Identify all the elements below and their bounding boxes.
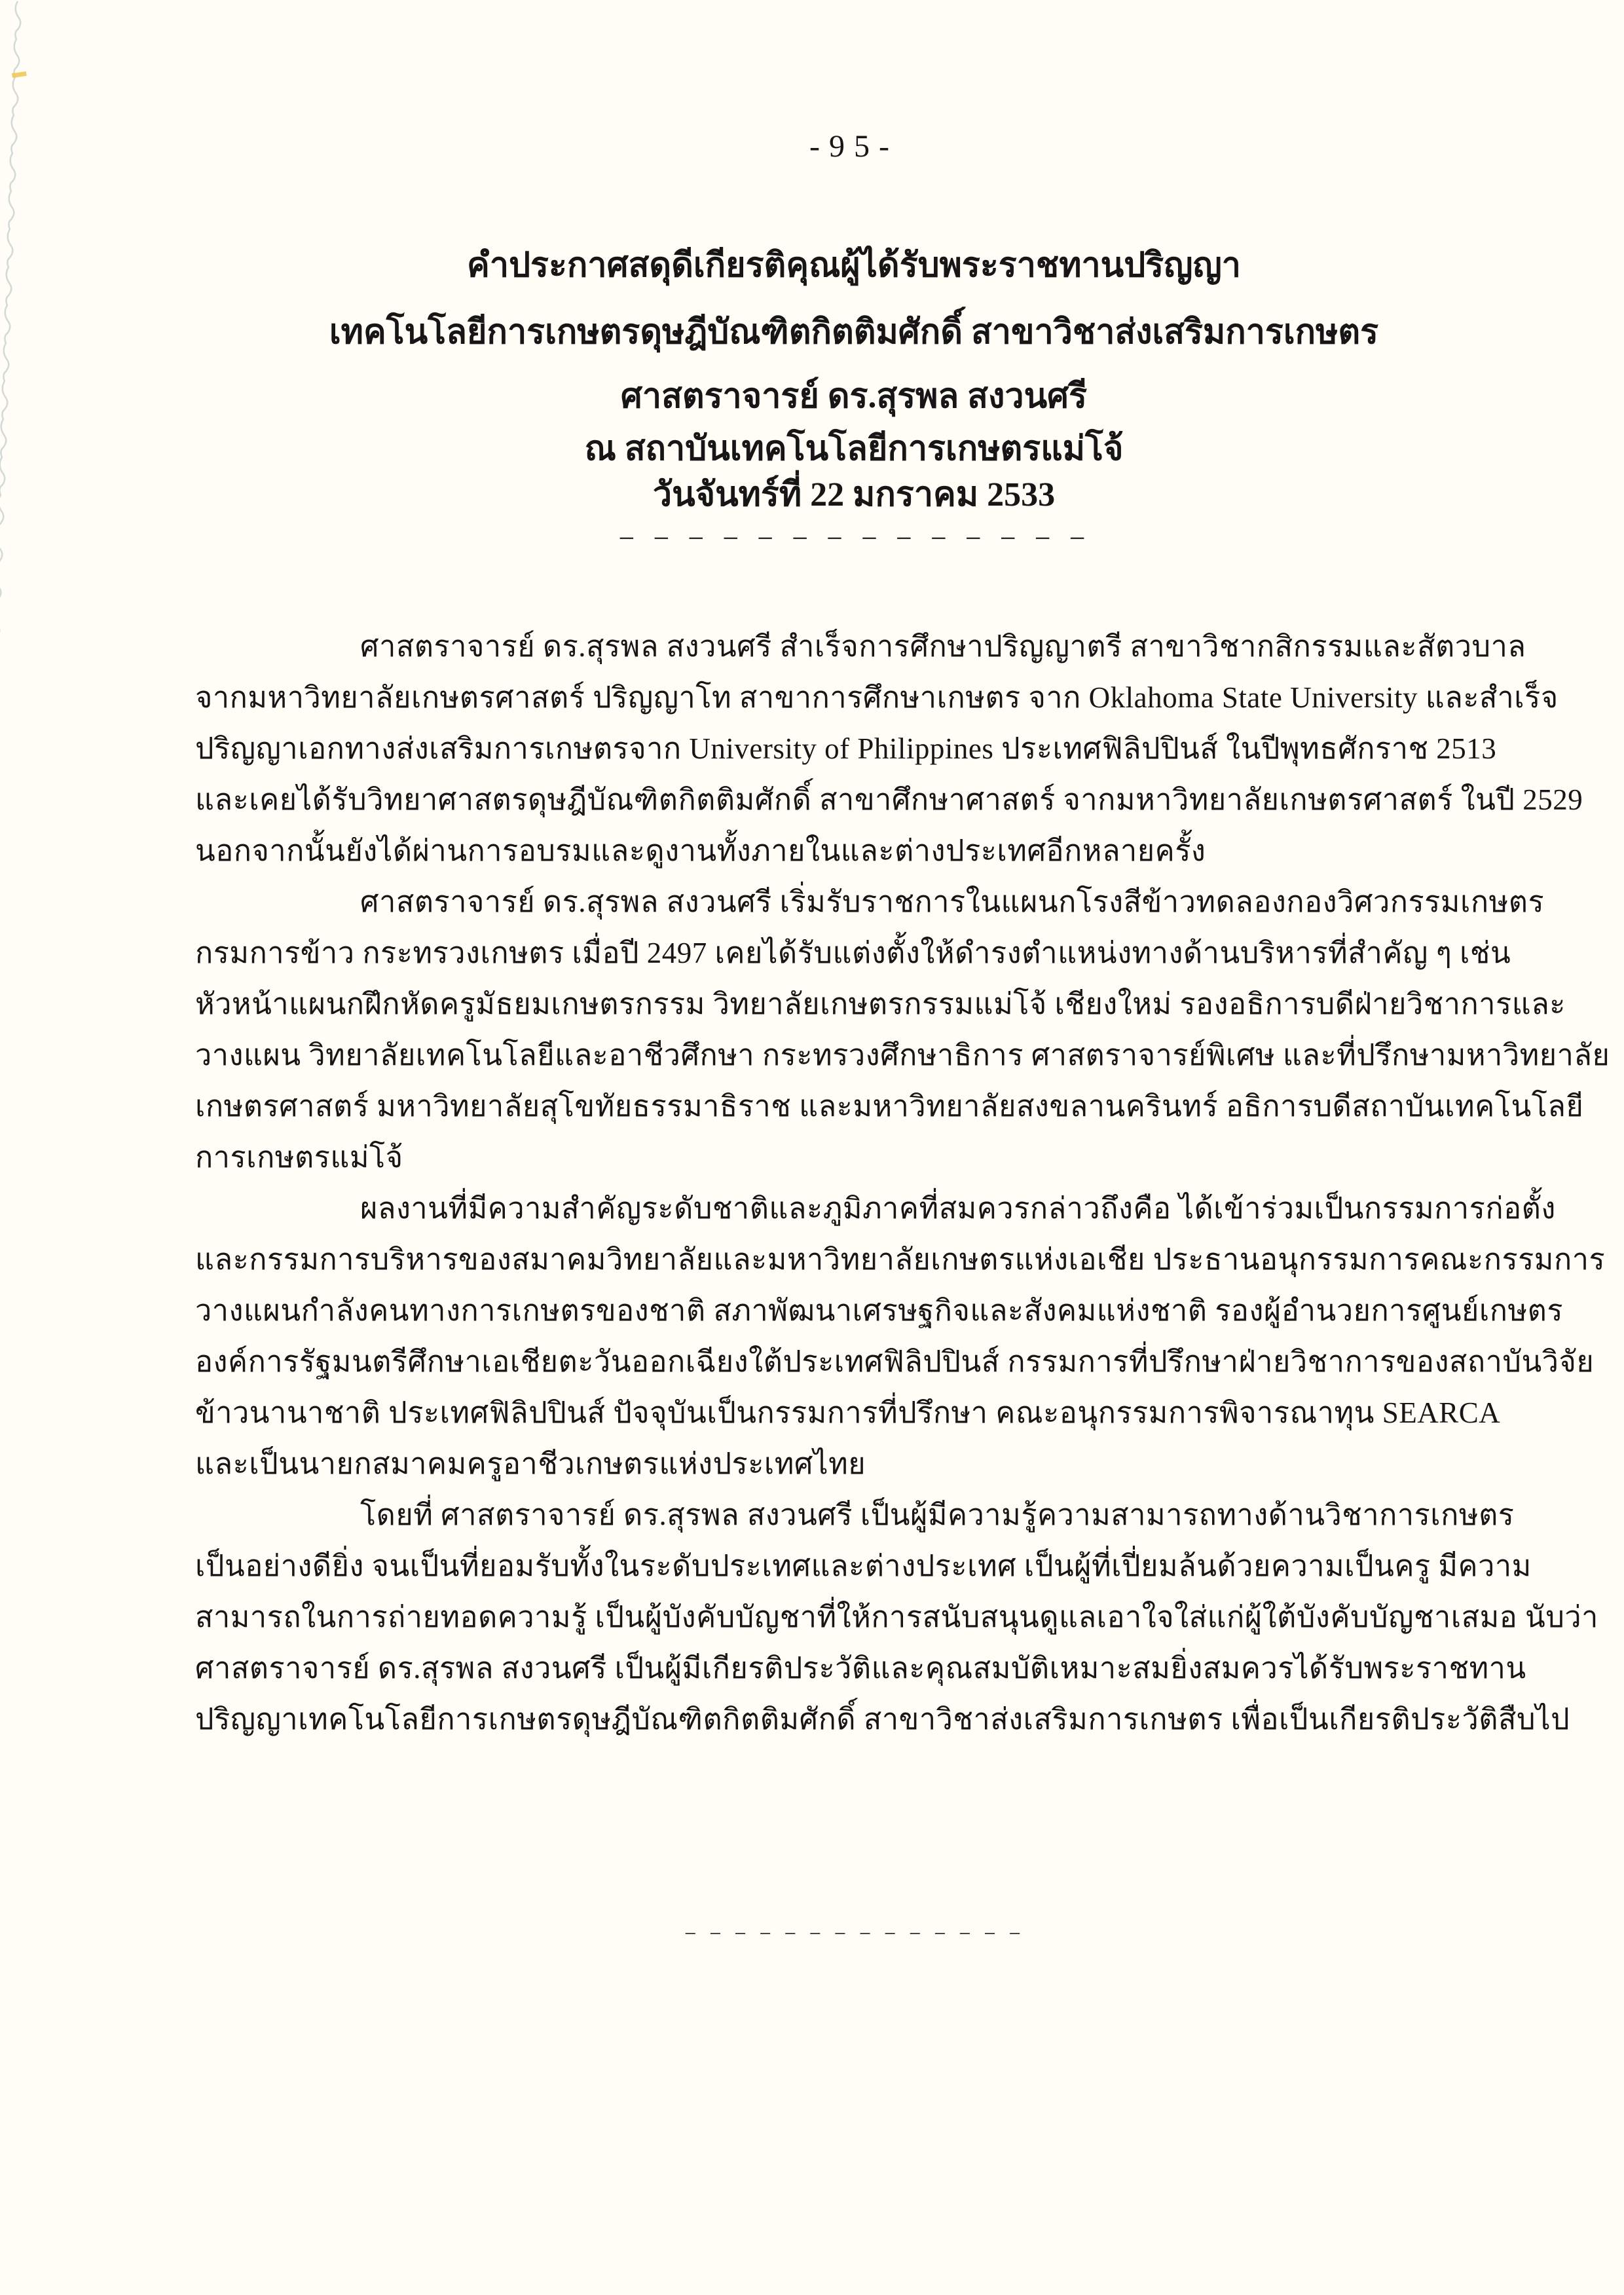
honoree-name-line: ศาสตราจารย์ ดร.สุรพล สงวนศรี [620, 378, 1088, 415]
body-line: ผลงานที่มีความสำคัญระดับชาติและภูมิภาคที่สมควรกล่าวถึงคือ ได้เข้าร่วมเป็นกรรมการก่อตั้ง [360, 1192, 1556, 1225]
body-line: ข้าวนานาชาติ ประเทศฟิลิปปินส์ ปัจจุบันเป็นกรรมการที่ปรึกษา คณะอนุกรรมการพิจารณาทุน SEARCA [195, 1396, 1501, 1429]
body-line: ปริญญาเทคโนโลยีการเกษตรดุษฎีบัณฑิตกิตติมศักดิ์ สาขาวิชาส่งเสริมการเกษตร เพื่อเป็นเกียรติประวัติสืบไป [195, 1703, 1570, 1736]
body-line: องค์การรัฐมนตรีศึกษาเอเชียตะวันออกเฉียงใต้ประเทศฟิลิปปินส์ กรรมการที่ปรึกษาฝ่ายวิชาการของสถาบันวิจัย [195, 1345, 1595, 1378]
body-line: และเป็นนายกสมาคมครูอาชีวเกษตรแห่งประเทศไทย [195, 1447, 866, 1480]
body-line: นอกจากนั้นยังได้ผ่านการอบรมและดูงานทั้งภายในและต่างประเทศอีกหลายครั้ง [195, 834, 1206, 867]
yellow-speck [12, 71, 27, 78]
body-line: เป็นอย่างดียิ่ง จนเป็นที่ยอมรับทั้งในระดับประเทศและต่างประเทศ เป็นผู้ที่เปี่ยมล้นด้วยความเป็นครู มีความ [195, 1550, 1532, 1582]
venue-line: ณ สถาบันเทคโนโลยีการเกษตรแม่โจ้ [584, 430, 1124, 468]
dashed-separator-top: — — — — — — — — — — — — — — [619, 524, 1088, 550]
document-title-line-1: คำประกาศสดุดีเกียรติคุณผู้ได้รับพระราชทานปริญญา [467, 247, 1241, 284]
body-line: การเกษตรแม่โจ้ [195, 1141, 403, 1174]
body-line: จากมหาวิทยาลัยเกษตรศาสตร์ ปริญญาโท สาขาการศึกษาเกษตร จาก Oklahoma State University และสำเร็จ [195, 681, 1559, 714]
dashed-separator-bottom: — — — — — — — — — — — — — — [685, 1923, 1023, 1942]
body-line: กรมการข้าว กระทรวงเกษตร เมื่อปี 2497 เคยได้รับแต่งตั้งให้ดำรงตำแหน่งทางด้านบริหารที่สำคัญ ๆ เช่น [195, 937, 1511, 969]
date-line: วันจันทร์ที่ 22 มกราคม 2533 [652, 476, 1056, 513]
left-edge-scan-artifact [0, 0, 39, 2295]
body-line: โดยที่ ศาสตราจารย์ ดร.สุรพล สงวนศรี เป็นผู้มีความรู้ความสามารถทางด้านวิชาการเกษตร [360, 1499, 1515, 1531]
document-title-line-2: เทคโนโลยีการเกษตรดุษฎีบัณฑิตกิตติมศักดิ์ สาขาวิชาส่งเสริมการเกษตร [329, 314, 1379, 351]
body-line: ปริญญาเอกทางส่งเสริมการเกษตรจาก University of Philippines ประเทศฟิลิปปินส์ ในปีพุทธศักราช 2513 [195, 732, 1497, 765]
body-line: หัวหน้าแผนกฝึกหัดครูมัธยมเกษตรกรรม วิทยาลัยเกษตรกรรมแม่โจ้ เชียงใหม่ รองอธิการบดีฝ่ายวิชาการและ [195, 988, 1566, 1020]
body-line: และกรรมการบริหารของสมาคมวิทยาลัยและมหาวิทยาลัยเกษตรแห่งเอเชีย ประธานอนุกรรมการคณะกรรมการ [195, 1243, 1606, 1276]
body-line: วางแผนกำลังคนทางการเกษตรของชาติ สภาพัฒนาเศรษฐกิจและสังคมแห่งชาติ รองผู้อำนวยการศูนย์เกษตร [195, 1294, 1564, 1327]
body-line: เกษตรศาสตร์ มหาวิทยาลัยสุโขทัยธรรมาธิราช และมหาวิทยาลัยสงขลานครินทร์ อธิการบดีสถาบันเทคโนโลยี [195, 1090, 1584, 1123]
body-line: ศาสตราจารย์ ดร.สุรพล สงวนศรี เริ่มรับราชการในแผนกโรงสีข้าวทดลองกองวิศวกรรมเกษตร [360, 886, 1545, 918]
body-line: สามารถในการถ่ายทอดความรู้ เป็นผู้บังคับบัญชาที่ให้การสนับสนุนดูแลเอาใจใส่แก่ผู้ใต้บังคับบัญชาเสมอ นับว่า [195, 1601, 1598, 1633]
body-line: และเคยได้รับวิทยาศาสตรดุษฎีบัณฑิตกิตติมศักดิ์ สาขาศึกษาศาสตร์ จากมหาวิทยาลัยเกษตรศาสตร์ ในปี 2529 [195, 783, 1583, 816]
page-number: -95- [809, 129, 898, 164]
left-edge-artifact-path [0, 1, 20, 2295]
body-line: ศาสตราจารย์ ดร.สุรพล สงวนศรี เป็นผู้มีเกียรติประวัติและคุณสมบัติเหมาะสมยิ่งสมควรได้รับพระราชทาน [195, 1652, 1526, 1685]
body-line: ศาสตราจารย์ ดร.สุรพล สงวนศรี สำเร็จการศึกษาปริญญาตรี สาขาวิชากสิกรรมและสัตวบาล [360, 630, 1526, 663]
body-text [195, 621, 1610, 1745]
body-line: วางแผน วิทยาลัยเทคโนโลยีและอาชีวศึกษา กระทรวงศึกษาธิการ ศาสตราจารย์พิเศษ และที่ปรึกษามหาวิทยาลัย [195, 1039, 1610, 1072]
